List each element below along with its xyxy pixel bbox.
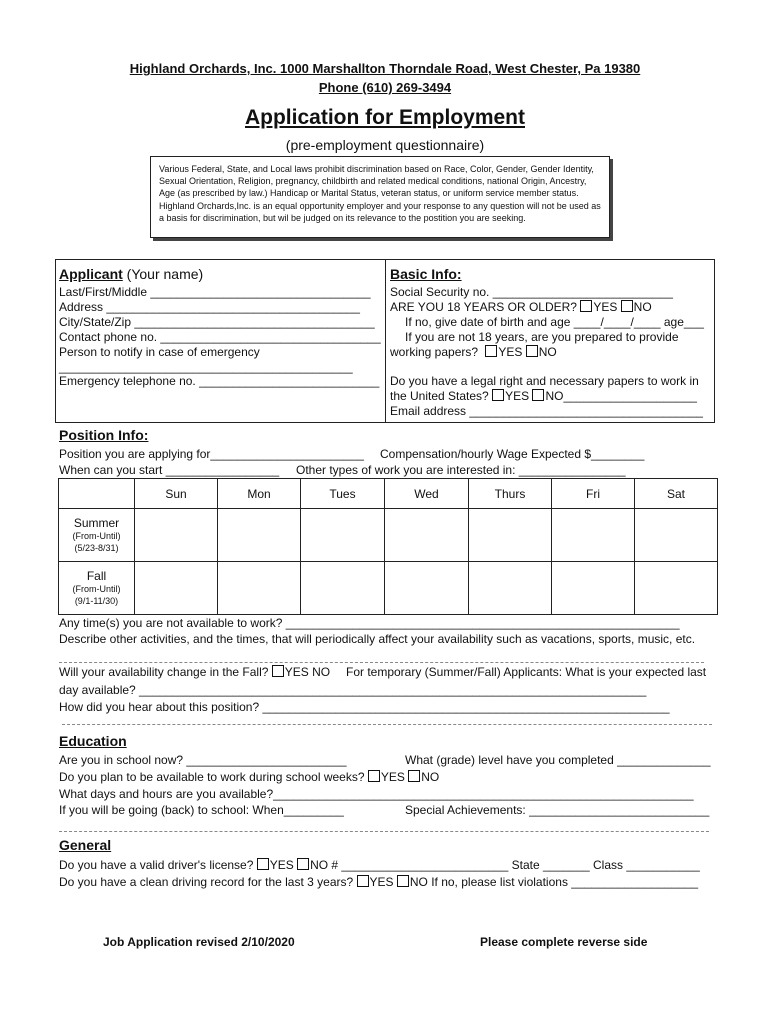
legal-right-answer (390, 389, 697, 403)
fall-change-question (59, 665, 330, 679)
summer-label: Summer (73, 516, 120, 530)
fall-label: Fall (86, 569, 107, 583)
grade-level-field[interactable]: What (grade) level have you completed ______________ (405, 753, 711, 767)
page-title: Application for Employment (244, 106, 525, 129)
schedule-cell[interactable] (635, 562, 718, 615)
day-header: Sun (135, 479, 218, 509)
applicant-heading (59, 266, 203, 282)
section-rule (59, 831, 709, 832)
school-weeks-label: Do you plan to be available to work during school weeks? (59, 770, 365, 784)
applicant-heading-rest: (Your name) (122, 266, 204, 282)
violations-field[interactable]: NO If no, please list violations ___________________ (409, 875, 699, 889)
emergency-contact-label: Person to notify in case of emergency (59, 345, 260, 359)
schedule-cell[interactable] (552, 562, 635, 615)
day-header: Sat (635, 479, 718, 509)
dob-age-field[interactable]: If no, give date of birth and age ____/____/____ age___ (405, 315, 704, 329)
schedule-cell[interactable] (135, 509, 218, 562)
city-state-zip-field[interactable]: City/State/Zip ____________________________________ (59, 315, 375, 329)
age-yes-checkbox[interactable] (580, 300, 592, 312)
age-yes-label: YES (593, 300, 618, 314)
schedule-cell[interactable] (301, 562, 385, 615)
fall-from-until: (From-Until) (72, 584, 121, 594)
applicant-heading-bold: Applicant (59, 266, 123, 282)
school-weeks-yes-label: YES (380, 770, 405, 784)
general-heading: General (59, 837, 112, 853)
schedule-cell[interactable] (218, 509, 301, 562)
fall-label-cell (59, 562, 135, 615)
license-yes-label: YES (269, 858, 294, 872)
fall-dates: (9/1-11/30) (74, 596, 119, 606)
availability-table (58, 478, 718, 615)
fall-change-label: Will your availability change in the Fall? (59, 665, 269, 679)
license-details-field[interactable]: NO # _________________________ State _______ Class ___________ (310, 858, 700, 872)
revision-note: Job Application revised 2/10/2020 (103, 935, 295, 949)
driving-record-label: Do you have a clean driving record for the last 3 years? (59, 875, 354, 889)
schedule-cell[interactable] (469, 509, 552, 562)
section-rule (62, 724, 712, 725)
schedule-cell[interactable] (552, 509, 635, 562)
license-no-checkbox[interactable] (297, 858, 309, 870)
ssn-field[interactable]: Social Security no. ___________________________ (390, 285, 673, 299)
legal-no-checkbox[interactable] (532, 389, 544, 401)
day-header: Wed (385, 479, 469, 509)
license-yes-checkbox[interactable] (257, 858, 269, 870)
day-header: Tues (301, 479, 385, 509)
legal-right-question: Do you have a legal right and necessary papers to work in (390, 374, 699, 388)
fall-change-checkbox[interactable] (272, 665, 284, 677)
summer-label-cell (59, 509, 135, 562)
company-phone-line: Phone (610) 269-3494 (318, 80, 452, 95)
special-achievements-field[interactable]: Special Achievements: ___________________________ (405, 803, 710, 817)
record-yes-label: YES (369, 875, 394, 889)
email-field[interactable]: Email address ___________________________________ (390, 404, 703, 418)
eeo-notice-box: Various Federal, State, and Local laws prohibit discrimination based on Race, Color, Gender, Gender Identity, Sexual Orientation, Religion, pregnancy, childbirth and related medical conditions, national Origin, Ancestry, Age (as prescribed by law.) Handicap or Marital Status, veteran status, or uniform service member status. Highland Orchards,Inc. is an equal opportunity employer and your response to any question will not be used as a basis for discrimination, but wil be judged on its relevance to the postition you are seeking. (150, 156, 610, 238)
papers-yes-checkbox[interactable] (485, 345, 497, 357)
license-question (59, 858, 700, 872)
driving-record-question (59, 875, 698, 889)
emergency-contact-field[interactable]: ____________________________________________ (59, 360, 353, 374)
last-day-available-field[interactable]: day available? ____________________________________________________________________________ (59, 683, 647, 697)
not-available-field[interactable]: Any time(s) you are not available to work? ___________________________________________________________ (59, 616, 680, 630)
school-weeks-question (59, 770, 439, 784)
age-no-checkbox[interactable] (621, 300, 633, 312)
fall-row (59, 562, 718, 615)
legal-yes-checkbox[interactable] (492, 389, 504, 401)
schedule-cell[interactable] (385, 562, 469, 615)
not-18-label: If you are not 18 years, are you prepared to provide (405, 330, 679, 344)
activities-answer-line[interactable] (59, 662, 704, 663)
company-address-line: Highland Orchards, Inc. 1000 Marshallton Thorndale Road, West Chester, Pa 19380 (129, 61, 641, 76)
basic-info-heading: Basic Info: (390, 266, 462, 282)
day-header: Fri (552, 479, 635, 509)
emergency-phone-field[interactable]: Emergency telephone no. ___________________________ (59, 374, 380, 388)
day-header: Mon (218, 479, 301, 509)
papers-yes-label: YES (498, 345, 523, 359)
school-weeks-no-label: NO (421, 770, 440, 784)
corner-cell (59, 479, 135, 509)
schedule-cell[interactable] (635, 509, 718, 562)
in-school-field[interactable]: Are you in school now? ________________________ (59, 753, 347, 767)
schedule-cell[interactable] (135, 562, 218, 615)
days-hours-available-field[interactable]: What days and hours are you available?_______________________________________________________________ (59, 787, 694, 801)
age-no-label: NO (633, 300, 652, 314)
wage-expected-field[interactable]: Compensation/hourly Wage Expected $________ (380, 447, 645, 461)
school-weeks-no-checkbox[interactable] (408, 770, 420, 782)
legal-no-label: NO____________________ (545, 389, 697, 403)
education-heading: Education (59, 733, 127, 749)
papers-no-label: NO (538, 345, 557, 359)
position-info-heading: Position Info: (59, 427, 149, 443)
name-field[interactable]: Last/First/Middle _________________________________ (59, 285, 371, 299)
school-weeks-yes-checkbox[interactable] (368, 770, 380, 782)
summer-row (59, 509, 718, 562)
record-no-checkbox[interactable] (397, 875, 409, 887)
legal-right-label: the United States? (390, 389, 489, 403)
schedule-cell[interactable] (301, 509, 385, 562)
other-work-field[interactable]: Other types of work you are interested in: ________________ (296, 463, 626, 477)
heard-about-position-field[interactable]: How did you hear about this position? _____________________________________________________________ (59, 700, 670, 714)
availability-header-row (59, 479, 718, 509)
summer-dates: (5/23-8/31) (74, 543, 119, 553)
position-applying-field[interactable]: Position you are applying for_______________________ (59, 447, 364, 461)
applicant-section-divider (385, 259, 386, 423)
age-question (390, 300, 652, 314)
summer-from-until: (From-Until) (72, 531, 121, 541)
fall-change-options: YES NO (284, 665, 331, 679)
working-papers-question (390, 345, 557, 359)
record-yes-checkbox[interactable] (357, 875, 369, 887)
age-question-label: ARE YOU 18 YEARS OR OLDER? (390, 300, 577, 314)
address-field[interactable]: Address ______________________________________ (59, 300, 360, 314)
temp-applicant-question: For temporary (Summer/Fall) Applicants: What is your expected last (346, 665, 707, 679)
day-header: Thurs (469, 479, 552, 509)
papers-no-checkbox[interactable] (526, 345, 538, 357)
schedule-cell[interactable] (385, 509, 469, 562)
page-subtitle: (pre-employment questionnaire) (285, 137, 485, 153)
schedule-cell[interactable] (469, 562, 552, 615)
other-activities-label: Describe other activities, and the times, that will periodically affect your availability such as vacations, sports, music, etc. (59, 632, 696, 646)
contact-phone-field[interactable]: Contact phone no. _________________________________ (59, 330, 381, 344)
return-to-school-field[interactable]: If you will be going (back) to school: When_________ (59, 803, 344, 817)
reverse-side-note: Please complete reverse side (480, 935, 648, 949)
legal-yes-label: YES (505, 389, 530, 403)
working-papers-label: working papers? (390, 345, 479, 359)
license-label: Do you have a valid driver's license? (59, 858, 254, 872)
start-date-field[interactable]: When can you start _________________ (59, 463, 280, 477)
schedule-cell[interactable] (218, 562, 301, 615)
